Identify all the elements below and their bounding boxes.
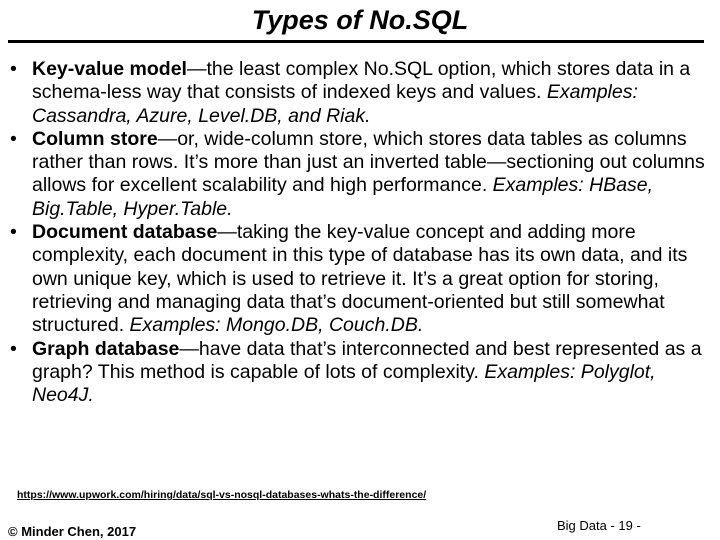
- bullet-body: —taking the key-value concept and adding more complexity, each document in this type of database has its own data, and its own unique key, which is used to retrieve it. It’s a great option for storing, retrieving and managing data that’s document-oriented but still somewhat structured.: [32, 221, 688, 337]
- bullet-item-graph-database: [8, 338, 713, 408]
- bullet-term: Key-value model: [32, 58, 187, 80]
- bullet-icon: •: [10, 337, 17, 360]
- slide-title: Types of No.SQL: [251, 5, 469, 35]
- bullet-body: —have data that’s interconnected and best represented as a graph? This method is capable of lots of complexity.: [32, 337, 702, 383]
- bullet-term: Graph database: [32, 337, 180, 360]
- title-rule: [8, 40, 704, 43]
- footer-page-number: Big Data - 19 -: [557, 518, 641, 533]
- bullet-icon: •: [10, 58, 17, 80]
- bullet-body: —the least complex No.SQL option, which stores data in a schema-less way that consists of indexed keys and values.: [32, 58, 691, 104]
- bullet-term: Document database: [32, 221, 218, 244]
- bullet-item-key-value: [8, 58, 713, 128]
- footer-copyright: © Minder Chen, 2017: [8, 524, 137, 539]
- bullet-icon: •: [10, 221, 17, 244]
- bullet-examples: Examples: Polyglot, Neo4J.: [32, 360, 656, 407]
- bullet-item-column-store: [8, 128, 713, 221]
- bullet-examples: Examples: HBase, Big.Table, Hyper.Table.: [32, 174, 654, 220]
- bullet-list: [8, 58, 713, 407]
- bullet-item-document-database: [8, 221, 713, 337]
- bullet-examples: Examples: Mongo.DB, Couch.DB.: [129, 314, 424, 337]
- bullet-body: —or, wide-column store, which stores data tables as columns rather than rows. It’s more than just an inverted table—sectioning out columns allows for excellent scalability and high performance.: [32, 127, 705, 197]
- bullet-examples: Examples: Cassandra, Azure, Level.DB, and Riak.: [32, 81, 638, 127]
- bullet-icon: •: [10, 127, 17, 150]
- source-link[interactable]: https://www.upwork.com/hiring/data/sql-vs-nosql-databases-whats-the-difference/: [17, 489, 427, 501]
- bullet-term: Column store: [32, 127, 158, 150]
